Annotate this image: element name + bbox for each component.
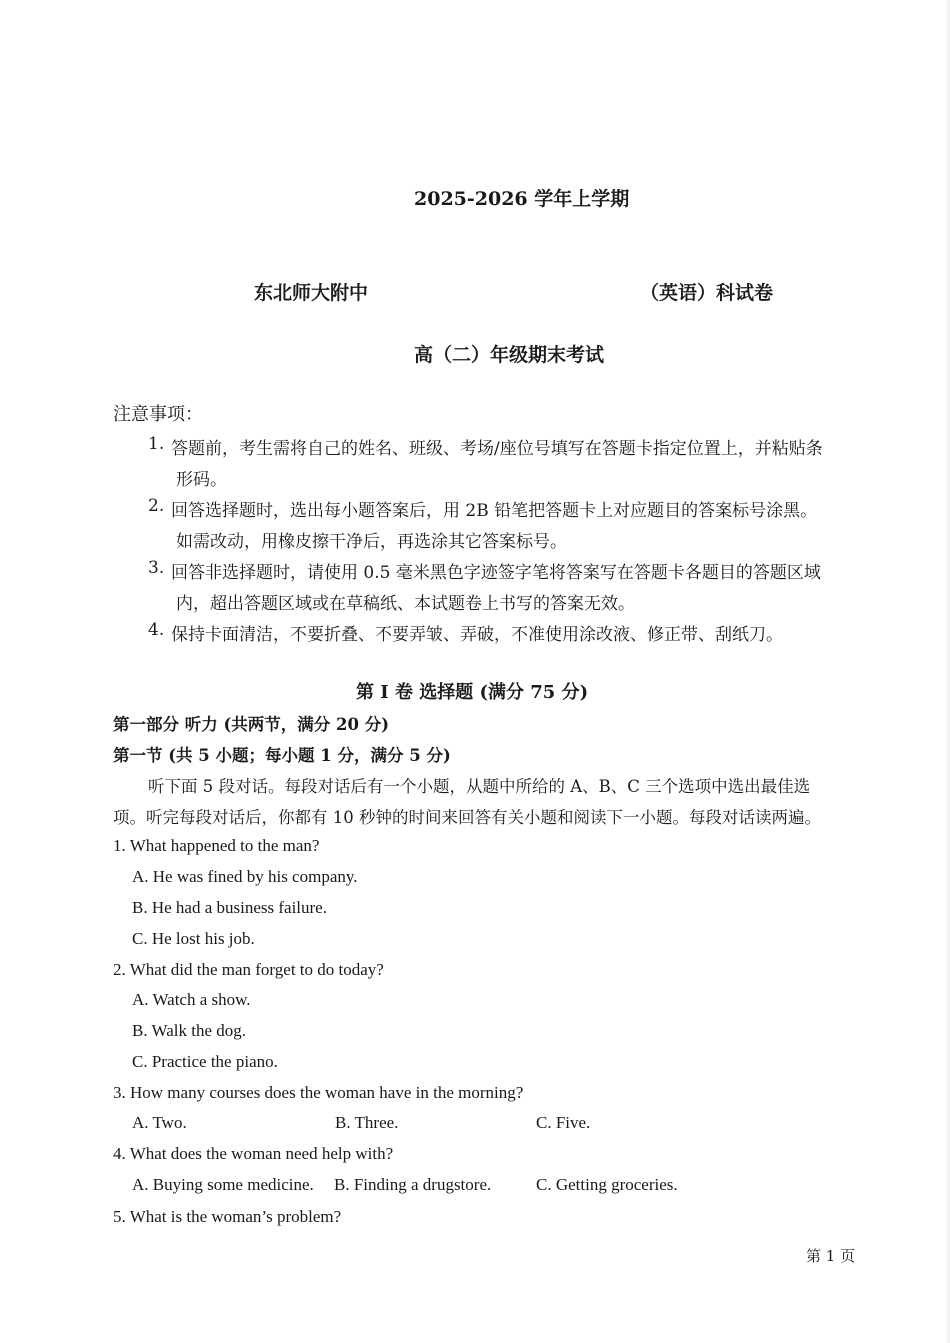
question-3-stem: 3. How many courses does the woman have in the morning? xyxy=(113,1083,524,1102)
term-title: 2025-2026 学年上学期 xyxy=(414,188,630,210)
question-5-stem: 5. What is the woman’s problem? xyxy=(113,1207,342,1226)
question-2-stem: 2. What did the man forget to do today? xyxy=(113,960,384,979)
question-4-option-b: B. Finding a drugstore. xyxy=(334,1175,492,1194)
question-1-stem: 1. What happened to the man? xyxy=(113,836,320,855)
question-4-option-c: C. Getting groceries. xyxy=(536,1175,678,1194)
notice-item-2-line1: 回答选择题时，选出每小题答案后，用 2B 铅笔把答题卡上对应题目的答案标号涂黑。 xyxy=(171,501,818,521)
question-2-option-a: A. Watch a show. xyxy=(132,990,251,1009)
question-1-option-c: C. He lost his job. xyxy=(132,929,255,948)
instruction-line-2: 项。听完每段对话后，你都有 10 秒钟的时间来回答有关小题和阅读下一小题。每段对话读两遍。 xyxy=(113,808,821,827)
page-edge-shadow xyxy=(944,0,950,1343)
notice-item-3-line2: 内，超出答题区域或在草稿纸、本试题卷上书写的答案无效。 xyxy=(176,594,635,614)
page-number: 第 1 页 xyxy=(806,1247,856,1265)
part-one-heading: 第一部分 听力 (共两节，满分 20 分) xyxy=(113,715,390,734)
question-1-option-a: A. He was fined by his company. xyxy=(132,867,358,886)
notice-item-1-line1: 答题前，考生需将自己的姓名、班级、考场/座位号填写在答题卡指定位置上，并粘贴条 xyxy=(171,439,823,459)
exam-title: 高（二）年级期末考试 xyxy=(414,344,605,366)
subject-title: （英语）科试卷 xyxy=(640,282,774,304)
notice-item-3-line1: 回答非选择题时，请使用 0.5 毫米黑色字迹签字笔将答案写在答题卡各题目的答题区域 xyxy=(171,563,821,583)
question-4-stem: 4. What does the woman need help with? xyxy=(113,1144,394,1163)
question-3-option-a: A. Two. xyxy=(132,1113,187,1132)
question-1-option-b: B. He had a business failure. xyxy=(132,898,327,917)
notice-item-1-num: 1. xyxy=(148,434,165,454)
notice-heading: 注意事项： xyxy=(113,404,203,425)
notice-item-3-num: 3. xyxy=(148,558,165,578)
section-one-heading: 第一节 (共 5 小题；每小题 1 分，满分 5 分) xyxy=(113,746,451,765)
instruction-line-1: 听下面 5 段对话。每段对话后有一个小题，从题中所给的 A、B、C 三个选项中选出最佳选 xyxy=(148,777,811,796)
school-name: 东北师大附中 xyxy=(254,282,369,304)
notice-item-2-num: 2. xyxy=(148,496,165,516)
question-3-option-c: C. Five. xyxy=(536,1113,591,1132)
question-2-option-b: B. Walk the dog. xyxy=(132,1021,247,1040)
question-4-option-a: A. Buying some medicine. xyxy=(132,1175,314,1194)
notice-item-1-line2: 形码。 xyxy=(176,470,227,490)
volume-title: 第 I 卷 选择题 (满分 75 分) xyxy=(356,682,589,703)
notice-item-2-line2: 如需改动，用橡皮擦干净后，再选涂其它答案标号。 xyxy=(176,532,567,552)
notice-item-4-line1: 保持卡面清洁，不要折叠、不要弄皱、弄破，不准使用涂改液、修正带、刮纸刀。 xyxy=(171,625,783,645)
question-2-option-c: C. Practice the piano. xyxy=(132,1052,278,1071)
question-3-option-b: B. Three. xyxy=(335,1113,399,1132)
notice-item-4-num: 4. xyxy=(148,620,165,640)
